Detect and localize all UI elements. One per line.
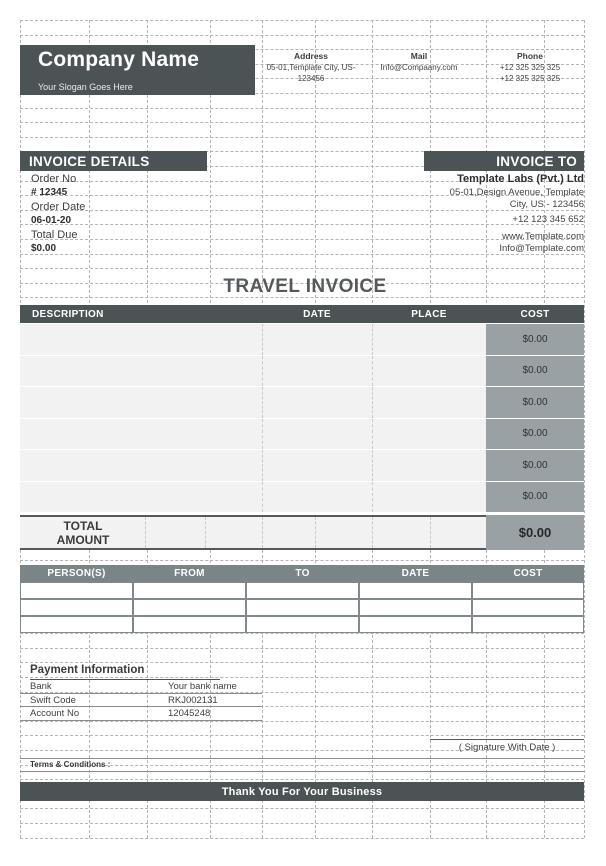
invoice-detail-row xyxy=(31,200,211,228)
items-row-divider xyxy=(372,387,373,418)
contact-address-line-2: 123456 xyxy=(297,74,325,83)
payment-row-value[interactable]: Your bank name xyxy=(168,681,237,692)
invoice-to-title-bar xyxy=(424,151,584,171)
items-table-row[interactable] xyxy=(20,419,486,451)
contact-mail-title: Mail xyxy=(410,51,428,61)
travel-table-cell[interactable] xyxy=(133,582,246,599)
travel-table-cell[interactable] xyxy=(20,582,133,599)
total-row-divider xyxy=(315,517,316,548)
total-row-divider xyxy=(372,517,373,548)
contact-address-title: Address xyxy=(293,51,328,61)
items-total-label-line1: TOTAL xyxy=(63,518,103,533)
payment-row-value[interactable]: RKJ002131 xyxy=(168,694,218,706)
items-header-place-label: PLACE xyxy=(411,308,447,320)
items-table-row[interactable] xyxy=(20,356,486,388)
items-total-amount[interactable]: $0.00 xyxy=(486,515,584,550)
order-no-value[interactable]: # 12345 xyxy=(31,187,68,198)
travel-table-cell[interactable] xyxy=(472,582,584,599)
invoice-to-title: INVOICE TO xyxy=(496,153,577,169)
company-slogan: Your Slogan Goes Here xyxy=(38,82,133,92)
total-row-divider xyxy=(430,517,431,548)
invoice-to-address-line-1: 05-01,Design Avenue, Template xyxy=(449,187,584,198)
grid-row-line xyxy=(20,122,584,123)
items-total-row xyxy=(20,515,486,550)
items-header-description-label: DESCRIPTION xyxy=(32,308,104,320)
travel-table-cell[interactable] xyxy=(20,616,133,633)
order-no-label: Order No xyxy=(31,173,77,185)
contact-mail-value[interactable]: Info@Compaany.com xyxy=(380,63,458,72)
total-row-divider xyxy=(145,517,146,548)
invoice-details-title-bar xyxy=(20,151,207,171)
items-header-description xyxy=(20,305,262,323)
travel-table-cell[interactable] xyxy=(133,616,246,633)
payment-row-label: Swift Code xyxy=(30,694,76,706)
grid-row-line xyxy=(20,560,584,561)
items-header-cost xyxy=(486,305,584,323)
grid-row-line xyxy=(20,633,584,634)
payment-info-row xyxy=(20,694,262,708)
items-row-cost[interactable]: $0.00 xyxy=(486,450,584,482)
travel-table-cell[interactable] xyxy=(472,616,584,633)
payment-info-row xyxy=(20,707,262,721)
invoice-to-address-line-2: City, US - 123456 xyxy=(509,199,584,210)
total-row-divider xyxy=(262,517,263,548)
contact-phone-title: Phone xyxy=(517,51,543,61)
invoice-to-client-name[interactable]: Template Labs (Pvt.) Ltd xyxy=(457,173,584,185)
contact-phone xyxy=(476,51,584,84)
travel-header-from: FROM xyxy=(133,565,246,582)
contact-address xyxy=(260,51,362,84)
grid-row-line xyxy=(20,721,584,722)
items-header-date-label: DATE xyxy=(303,308,331,320)
items-row-divider xyxy=(372,482,373,513)
spreadsheet-canvas xyxy=(20,20,584,838)
invoice-to-block xyxy=(350,172,584,255)
footer-banner: Thank You For Your Business xyxy=(20,782,584,801)
items-row-divider xyxy=(262,419,263,450)
items-total-label xyxy=(42,519,124,547)
document-title: TRAVEL INVOICE xyxy=(223,276,387,297)
travel-table-cell[interactable] xyxy=(246,582,359,599)
items-row-cost[interactable]: $0.00 xyxy=(486,419,584,451)
payment-info-title: Payment Information xyxy=(30,663,220,680)
grid-row-line xyxy=(20,838,584,839)
invoice-to-website[interactable]: www.Template.com xyxy=(502,231,584,242)
grid-row-line xyxy=(20,648,584,649)
contact-address-line-1: 05-01,Template City, US- xyxy=(266,63,356,72)
items-table-row[interactable] xyxy=(20,482,486,514)
travel-table-cell[interactable] xyxy=(246,616,359,633)
grid-row-line xyxy=(20,823,584,824)
invoice-to-email[interactable]: Info@Template.com xyxy=(499,243,584,254)
items-row-divider xyxy=(262,450,263,481)
grid-column-line xyxy=(584,20,585,838)
payment-info-row xyxy=(20,680,262,694)
grid-row-line xyxy=(20,268,584,269)
terms-conditions-label: Terms & Conditions : xyxy=(30,760,111,769)
items-total-label-line2: AMOUNT xyxy=(56,532,110,547)
invoice-details-list xyxy=(31,172,211,256)
terms-conditions-bar xyxy=(20,758,584,772)
invoice-detail-row xyxy=(31,172,211,200)
items-row-cost[interactable]: $0.00 xyxy=(486,387,584,419)
invoice-detail-row xyxy=(31,228,211,256)
items-header-date xyxy=(262,305,372,323)
travel-table-cell[interactable] xyxy=(472,599,584,616)
items-table-row[interactable] xyxy=(20,324,486,356)
items-row-divider xyxy=(372,419,373,450)
items-row-divider xyxy=(262,324,263,355)
items-table-row[interactable] xyxy=(20,450,486,482)
items-row-divider xyxy=(372,356,373,387)
items-row-cost[interactable]: $0.00 xyxy=(486,356,584,388)
grid-row-line xyxy=(20,35,584,36)
travel-table-cell[interactable] xyxy=(20,599,133,616)
signature-box[interactable]: ( Signature With Date ) xyxy=(430,739,584,755)
company-name: Company Name xyxy=(38,48,200,71)
payment-row-label: Account No xyxy=(30,708,80,719)
travel-table-cell[interactable] xyxy=(133,599,246,616)
invoice-details-title: INVOICE DETAILS xyxy=(29,153,150,169)
items-row-divider xyxy=(372,450,373,481)
payment-row-value[interactable]: 12045248 xyxy=(168,708,211,719)
order-date-label: Order Date xyxy=(31,201,86,213)
company-header-band xyxy=(20,45,255,95)
total-due-label: Total Due xyxy=(31,229,78,241)
grid-row-line xyxy=(20,808,584,809)
grid-row-line xyxy=(20,108,584,109)
grid-row-line xyxy=(20,20,584,21)
travel-table-cell[interactable] xyxy=(246,599,359,616)
travel-header-cost: COST xyxy=(472,565,584,582)
travel-header-to: TO xyxy=(246,565,359,582)
grid-row-line xyxy=(20,137,584,138)
items-table-row[interactable] xyxy=(20,387,486,419)
contact-mail xyxy=(365,51,473,73)
items-header-place xyxy=(372,305,486,323)
items-row-divider xyxy=(372,324,373,355)
travel-table-cell[interactable] xyxy=(359,582,472,599)
total-row-divider xyxy=(205,517,206,548)
travel-table-cell[interactable] xyxy=(359,616,472,633)
items-header-cost-label: COST xyxy=(520,308,550,320)
items-row-cost[interactable]: $0.00 xyxy=(486,324,584,356)
travel-header-persons: PERSON(S) xyxy=(20,565,133,582)
grid-row-line xyxy=(20,735,584,736)
order-date-value[interactable]: 06-01-20 xyxy=(31,215,72,226)
travel-header-date: DATE xyxy=(359,565,472,582)
total-due-value[interactable]: $0.00 xyxy=(31,243,57,254)
travel-table-cell[interactable] xyxy=(359,599,472,616)
invoice-to-phone: +12 123 345 652 xyxy=(512,214,584,225)
items-row-cost[interactable]: $0.00 xyxy=(486,482,584,514)
items-row-divider xyxy=(262,482,263,513)
grid-row-line xyxy=(20,779,584,780)
items-row-divider xyxy=(262,356,263,387)
contact-phone-value-2: +12 325 325 325 xyxy=(499,74,561,83)
items-row-divider xyxy=(262,387,263,418)
contact-phone-value-1: +12 325 325 325 xyxy=(499,63,561,72)
payment-row-label: Bank xyxy=(30,681,52,692)
